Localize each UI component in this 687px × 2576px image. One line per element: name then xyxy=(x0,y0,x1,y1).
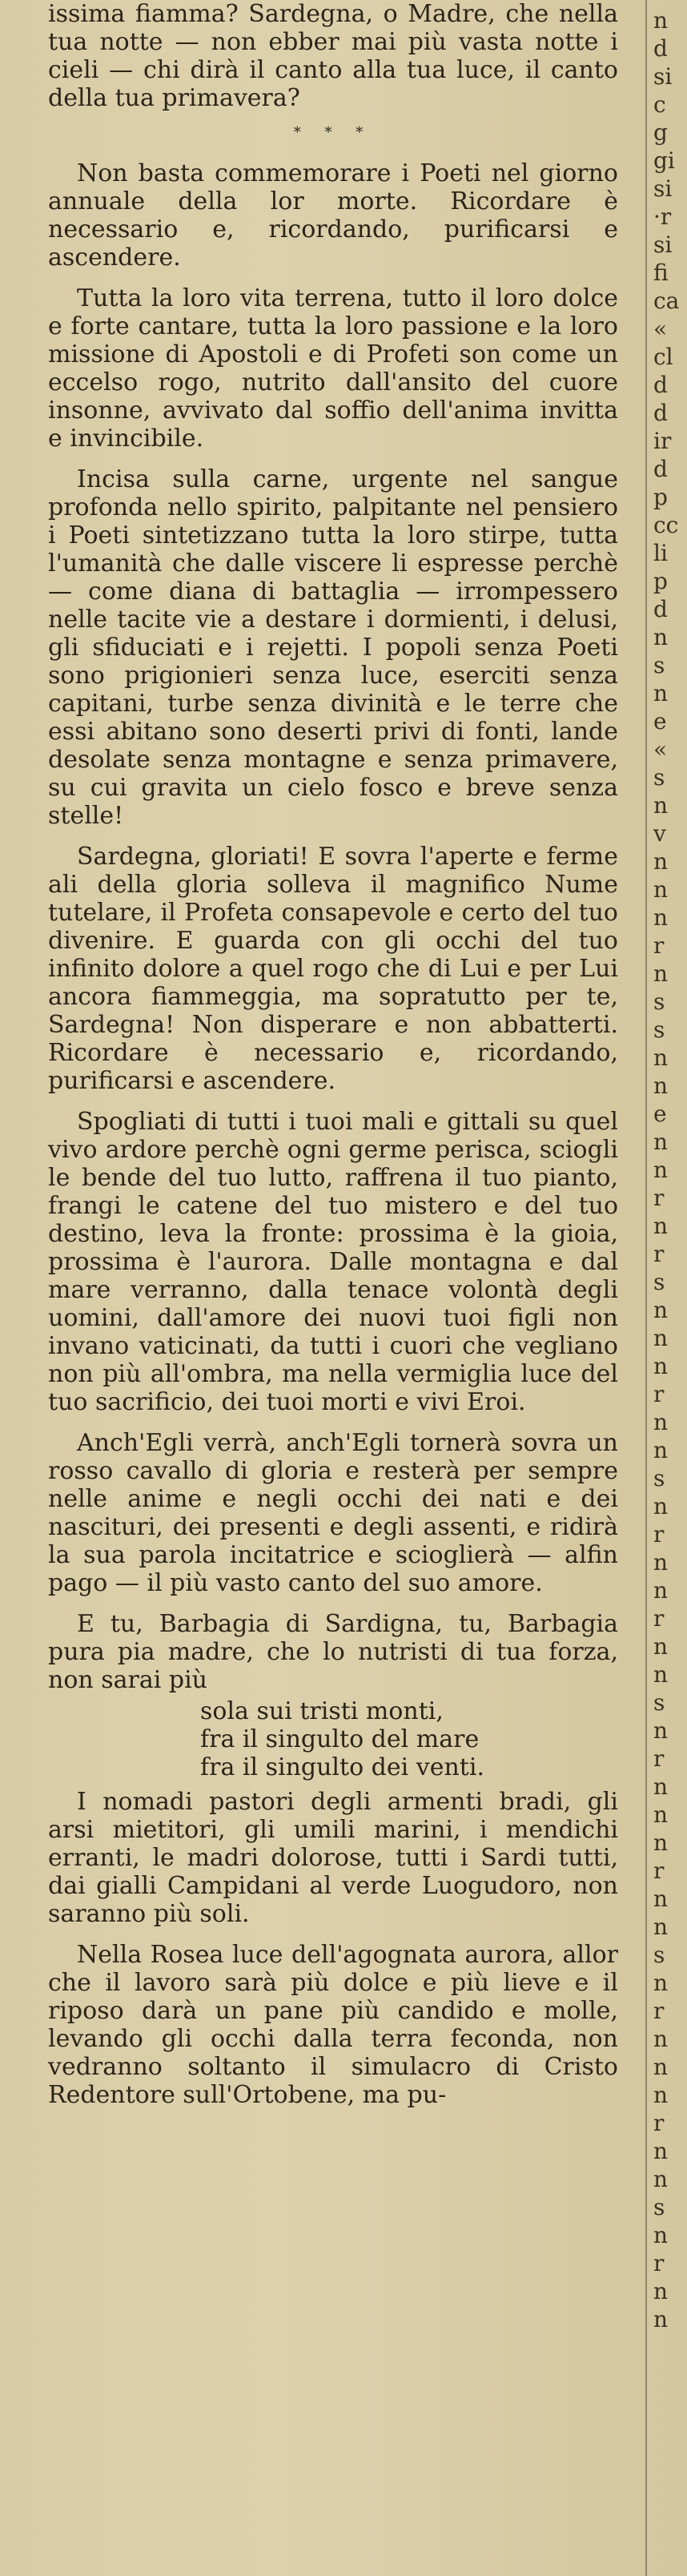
article-column xyxy=(48,0,618,2122)
column-fragment: si xyxy=(653,175,673,202)
adjacent-column-fragment xyxy=(653,6,685,2333)
column-fragment: s xyxy=(653,1689,665,1716)
column-fragment: n xyxy=(653,2138,669,2164)
column-fragment: n xyxy=(653,1129,669,1155)
column-fragment: n xyxy=(653,2026,669,2052)
column-fragment: n xyxy=(653,792,669,819)
column-fragment: n xyxy=(653,2278,669,2304)
column-fragment: r xyxy=(653,932,665,959)
column-fragment: d xyxy=(653,372,668,398)
column-fragment: d xyxy=(653,596,668,622)
paragraph: Sardegna, gloriati! E sovra l'aperte e ferme ali della gloria solleva il magnifico Nume tutelare, il Profeta consapevole e certo del tuo divenire. E guarda con gli occhi del tuo infinito dolore a quel rogo che di Lui e per Lui ancora fiammeggia, ma sopratutto per te, Sardegna! Non disperare e non abbatterti. Ricordare è necessario e, ricordando, purificarsi e ascendere. xyxy=(48,843,618,1095)
column-fragment: si xyxy=(653,63,673,90)
column-fragment: ir xyxy=(653,428,672,454)
column-fragment: fi xyxy=(653,260,669,286)
column-fragment: s xyxy=(653,2194,665,2220)
column-fragment: r xyxy=(653,1745,665,1772)
column-fragment: n xyxy=(653,1801,669,1828)
column-fragment: n xyxy=(653,1577,669,1604)
column-fragment: r xyxy=(653,2110,665,2136)
paragraph: Anch'Egli verrà, anch'Egli tornerà sovra un rosso cavallo di gloria e resterà per sempre nelle anime e negli occhi dei nati e dei nascituri, dei presenti e degli assenti, e ridirà la sua parola incitatrice e scioglierà — alfin pago — il più vasto canto del suo amore. xyxy=(48,1429,618,1597)
column-fragment: c xyxy=(653,91,666,118)
column-fragment: r xyxy=(653,1521,665,1548)
column-fragment: r xyxy=(653,1858,665,1884)
verse-line: sola sui tristi monti, xyxy=(200,1697,444,1725)
column-fragment: n xyxy=(653,1325,669,1351)
section-separator: * * * xyxy=(293,124,373,141)
column-fragment: p xyxy=(653,568,668,594)
column-fragment: n xyxy=(653,2166,669,2192)
column-fragment: e xyxy=(653,708,667,735)
column-fragment: r xyxy=(653,1998,665,2024)
column-fragment: s xyxy=(653,988,665,1015)
column-fragment: n xyxy=(653,1773,669,1800)
column-fragment: n xyxy=(653,1661,669,1688)
column-fragment: d xyxy=(653,400,668,426)
column-fragment: n xyxy=(653,1409,669,1435)
column-fragment: n xyxy=(653,1297,669,1323)
column-fragment: s xyxy=(653,1269,665,1295)
column-fragment: li xyxy=(653,540,668,566)
opening-paragraph: issima fiamma? Sardegna, o Madre, che nella tua notte — non ebber mai più vasta notte i cieli — chi dirà il canto alla tua luce, il canto della tua primavera? xyxy=(48,0,618,112)
column-fragment: n xyxy=(653,1829,669,1856)
column-fragment: n xyxy=(653,1549,669,1576)
column-rule xyxy=(645,0,647,2576)
column-fragment: r xyxy=(653,1381,665,1407)
column-fragment: n xyxy=(653,904,669,931)
column-fragment: n xyxy=(653,1157,669,1183)
column-fragment: e xyxy=(653,1101,667,1127)
column-fragment: n xyxy=(653,2082,669,2108)
column-fragment: n xyxy=(653,1914,669,1940)
column-fragment: n xyxy=(653,2306,669,2332)
column-fragment: r xyxy=(653,1605,665,1632)
paragraph: Nella Rosea luce dell'agognata aurora, allor che il lavoro sarà più dolce e più lieve e il riposo darà un pane più candido e molle, levando gli occhi dalla terra feconda, non vedranno soltanto il simulacro di Cristo Redentore sull'Ortobene, ma pu- xyxy=(48,1941,618,2109)
verse-block xyxy=(48,1697,618,1781)
verse-line: fra il singulto dei venti. xyxy=(200,1753,484,1781)
column-fragment: n xyxy=(653,848,669,875)
column-fragment: p xyxy=(653,484,668,510)
column-fragment: n xyxy=(653,876,669,903)
paragraph: Tutta la loro vita terrena, tutto il loro dolce e forte cantare, tutta la loro passione e la loro missione di Apostoli e di Profeti son come un eccelso rogo, nutrito dall'ansito del cuore insonne, avvivato dal soffio dell'anima invitta e invincibile. xyxy=(48,284,618,453)
column-fragment: n xyxy=(653,1886,669,1912)
column-fragment: n xyxy=(653,1970,669,1996)
column-fragment: s xyxy=(653,1465,665,1491)
column-fragment: s xyxy=(653,1942,665,1968)
paragraph: Spogliati di tutti i tuoi mali e gittali su quel vivo ardore perchè ogni germe perisca, sciogli le bende del tuo lutto, raffrena il tuo pianto, frangi le catene del tuo mistero e del tuo destino, leva la fronte: prossima è la gioia, prossima è l'aurora. Dalle montagna e dal mare verranno, dalla tenace volontà degli uomini, dall'amore dei nuovi tuoi figli non invano vaticinati, da tutti i cuori che vegliano non più all'ombra, ma nella vermiglia luce del tuo sacrificio, dei tuoi morti e vivi Eroi. xyxy=(48,1108,618,1416)
paragraph: Non basta commemorare i Poeti nel giorno annuale della lor morte. Ricordare è necessario e, ricordando, purificarsi e ascendere. xyxy=(48,159,618,272)
column-fragment: n xyxy=(653,2054,669,2080)
paragraph: E tu, Barbagia di Sardigna, tu, Barbagia pura pia madre, che lo nutristi di tua forza, non sarai più xyxy=(48,1610,618,1694)
column-fragment: v xyxy=(653,820,666,847)
column-fragment: n xyxy=(653,1213,669,1239)
column-fragment: gi xyxy=(653,147,675,174)
column-fragment: cl xyxy=(653,344,673,370)
column-fragment: n xyxy=(653,1633,669,1660)
column-fragment: r xyxy=(653,2250,665,2276)
column-fragment: r xyxy=(653,1185,665,1211)
paragraph: Incisa sulla carne, urgente nel sangue profonda nello spirito, palpitante nel pensiero i Poeti sintetizzano tutta la loro stirpe, tutta l'umanità che dalle viscere li espresse perchè — come diana di battaglia — irrompessero nelle tacite vie a destare i dormienti, i delusi, gli sfiduciati e i rejetti. I popoli senza Poeti sono prigionieri senza luce, eserciti senza capitani, turbe senza divinità e le terre che essi abitano sono deserti privi di fonti, lande desolate senza montagne e senza primavere, su cui gravita un cielo fosco e breve senza stelle! xyxy=(48,465,618,830)
column-fragment: g xyxy=(653,119,668,146)
column-fragment: « xyxy=(653,736,668,763)
column-fragment: d xyxy=(653,456,668,482)
column-fragment: n xyxy=(653,1437,669,1463)
column-fragment: n xyxy=(653,7,669,34)
column-fragment: n xyxy=(653,1353,669,1379)
verse-line: fra il singulto del mare xyxy=(200,1725,480,1753)
column-fragment: si xyxy=(653,231,673,258)
column-fragment: « xyxy=(653,316,668,342)
column-fragment: s xyxy=(653,1016,665,1043)
column-fragment: n xyxy=(653,1044,669,1071)
column-fragment: n xyxy=(653,1073,669,1099)
column-fragment: ·r xyxy=(653,203,672,230)
paragraph: I nomadi pastori degli armenti bradi, gli arsi mietitori, gli umili marini, i mendichi erranti, le madri dolorose, tutti i Sardi tutti, dai gialli Campidani al verde Luogudoro, non saranno più soli. xyxy=(48,1788,618,1928)
column-fragment: n xyxy=(653,1717,669,1744)
column-fragment: n xyxy=(653,2222,669,2248)
column-fragment: r xyxy=(653,1241,665,1267)
column-fragment: s xyxy=(653,764,665,791)
column-fragment: d xyxy=(653,35,668,62)
column-fragment: n xyxy=(653,960,669,987)
column-fragment: n xyxy=(653,680,669,706)
column-fragment: n xyxy=(653,1493,669,1519)
column-fragment: s xyxy=(653,652,665,678)
column-fragment: cc xyxy=(653,512,679,538)
column-fragment: n xyxy=(653,624,669,650)
column-fragment: ca xyxy=(653,288,680,314)
